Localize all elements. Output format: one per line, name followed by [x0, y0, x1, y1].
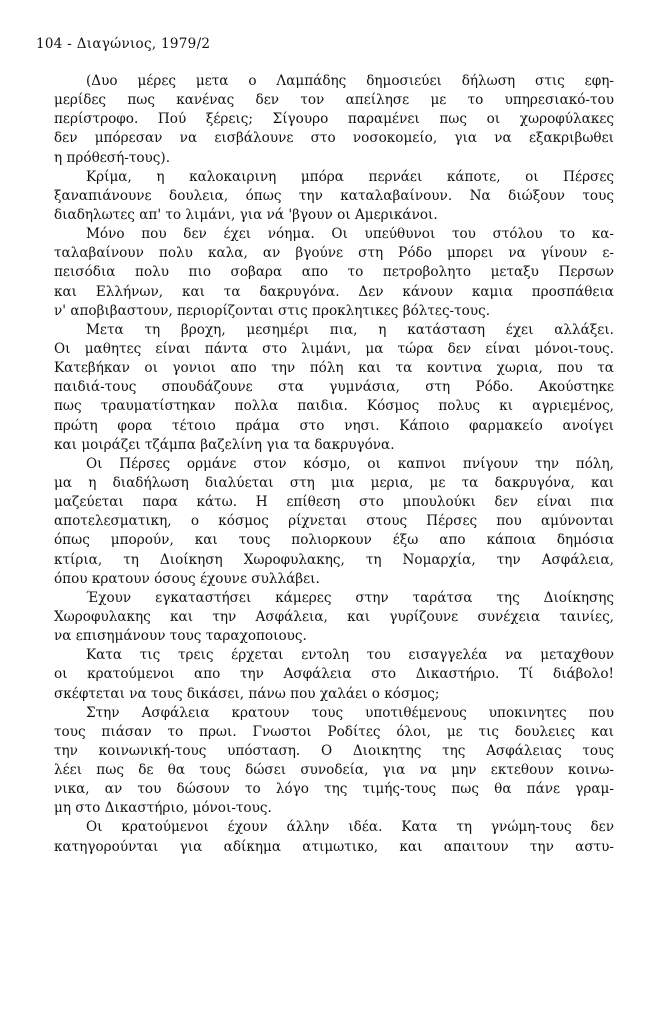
- text-line: Οι μαθητες είναι πάντα στο λιμάνι, μα τώρα δεν είναι μόνοι-τους.: [54, 340, 614, 357]
- text-line: πεισόδια πολυ πιο σοβαρα απο το πετροβολητο μεταξυ Περσων: [54, 264, 614, 281]
- text-line: ταλαβαίνουν πολυ καλα, αν βγούνε στη Ρόδο μπορει να γίνουν ε-: [54, 245, 614, 262]
- text-line: μα η διαδήλωση διαλύεται στη μια μερια, με τα δακρυγόνα, και: [54, 474, 614, 491]
- text-line: Στην Ασφάλεια κρατουν τους υποτιθέμενους υποκινητες που: [86, 704, 614, 721]
- text-line: η πρόθεσή-τους).: [54, 149, 171, 166]
- text-line: και Ελλήνων, και τα δακρυγόνα. Δεν κάνουν καμια προσπάθεια: [54, 283, 614, 300]
- text-line: (Δυο μέρες μετα ο Λαμπάδης δημοσιεύει δήλωση στις εφη-: [86, 73, 614, 89]
- text-line: όπως μπορούν, και τους πολιορκουν έξω απο κάποια δημόσια: [54, 532, 614, 549]
- text-line: μαζεύεται παρα κάτω. Η επίθεση στο μπουλούκι δεν είναι πια: [54, 494, 614, 511]
- text-line: όπου κρατουν όσους έχουνε συλλάβει.: [54, 570, 320, 587]
- text-line: αποτελεσματικη, ο κόσμος ρίχνεται στους Πέρσες που αμύνονται: [54, 513, 614, 530]
- text-line: παιδιά-τους σπουδάζουνε στα γυμνάσια, στη Ρόδο. Ακούστηκε: [54, 379, 614, 396]
- text-line: σκέφτεται να τους δικάσει, πάνω που χαλάει ο κόσμος;: [54, 685, 440, 702]
- text-line: ξαναπιάνουνε δουλεια, όπως την καταλαβαίνουν. Να διώξουν τους: [54, 187, 614, 204]
- text-line: Κατεβήκαν οι γονιοι απο την πόλη και τα κοντινα χωρια, που τα: [54, 360, 614, 377]
- text-line: μερίδες πως κανένας δεν τον απείλησε με το υπηρεσιακό-του: [54, 92, 614, 109]
- text-line: την κοινωνική-τους υπόσταση. Ο Διοικητης της Ασφάλειας τους: [54, 742, 614, 759]
- text-line: κτίρια, τη Διοίκηση Χωροφυλακης, τη Νομαρχία, την Ασφάλεια,: [54, 551, 614, 568]
- text-line: δεν μπόρεσαν να εισβάλουνε στο νοσοκομείο, για να εξακριβωθει: [54, 130, 614, 147]
- text-line: διαδηλωτες απ' το λιμάνι, για νά 'βγουν οι Αμερικάνοι.: [54, 206, 438, 223]
- text-line: Μόνο που δεν έχει νόημα. Οι υπεύθυνοι του στόλου το κα-: [86, 226, 614, 243]
- running-head: 104 - Διαγώνιος, 1979/2: [36, 36, 211, 52]
- text-line: οι κρατούμενοι απο την Ασφάλεια στο Δικαστήριο. Τί διάβολο!: [54, 666, 614, 683]
- text-line: Έχουν εγκαταστήσει κάμερες στην ταράτσα της Διοίκησης: [86, 589, 614, 606]
- text-line: Μετα τη βροχη, μεσημέρι πια, η κατάσταση έχει αλλάξει.: [86, 321, 614, 338]
- text-line: πως τραυματίστηκαν πολλα παιδια. Κόσμος πολυς κι αγριεμένος,: [54, 398, 614, 415]
- text-line: Οι Πέρσες ορμάνε στον κόσμο, οι καπνοι πνίγουν την πόλη,: [86, 455, 614, 472]
- text-line: να επισημάνουν τους ταραχοποιους.: [54, 628, 307, 645]
- text-line: και μοιράζει τζάμπα βαζελίνη για τα δακρυγόνα.: [54, 436, 395, 453]
- text-line: τους πιάσαν το πρωι. Γνωστοι Ροδίτες όλοι, με τις δουλειες και: [54, 723, 614, 740]
- body-text: [54, 72, 614, 857]
- text-line: Οι κρατούμενοι έχουν άλλην ιδέα. Κατα τη γνώμη-τους δεν: [86, 819, 614, 836]
- text-line: Χωροφυλακης και την Ασφάλεια, και γυρίζουνε συνέχεια ταινίες,: [54, 608, 614, 625]
- text-line: ν' αποβιβαστουν, περιορίζονται στις προκλητικες βόλτες-τους.: [54, 302, 491, 319]
- text-line: πρώτη φορα τέτοιο πράμα στο νησι. Κάποιο φαρμακείο ανοίγει: [54, 417, 614, 434]
- text-line: κατηγορούνται για αδίκημα ατιμωτικο, και απαιτουν την αστυ-: [54, 838, 614, 855]
- text-line: περίστροφο. Πού ξέρεις; Σίγουρο παραμένει πως οι χωροφύλακες: [54, 111, 614, 128]
- text-line: νικα, αν του δώσουν το λόγο της τιμής-τους πως θα πάνε γραμ-: [54, 781, 614, 798]
- text-line: λέει πως δε θα τους δώσει συνοδεία, για να μην εκτεθουν κοινω-: [54, 762, 614, 779]
- text-line: Κατα τις τρεις έρχεται εντολη του εισαγγελέα να μεταχθουν: [86, 647, 614, 664]
- text-line: Κρίμα, η καλοκαιρινη μπόρα περνάει κάποτε, οι Πέρσες: [86, 168, 614, 185]
- text-line: μη στο Δικαστήριο, μόνοι-τους.: [54, 800, 272, 817]
